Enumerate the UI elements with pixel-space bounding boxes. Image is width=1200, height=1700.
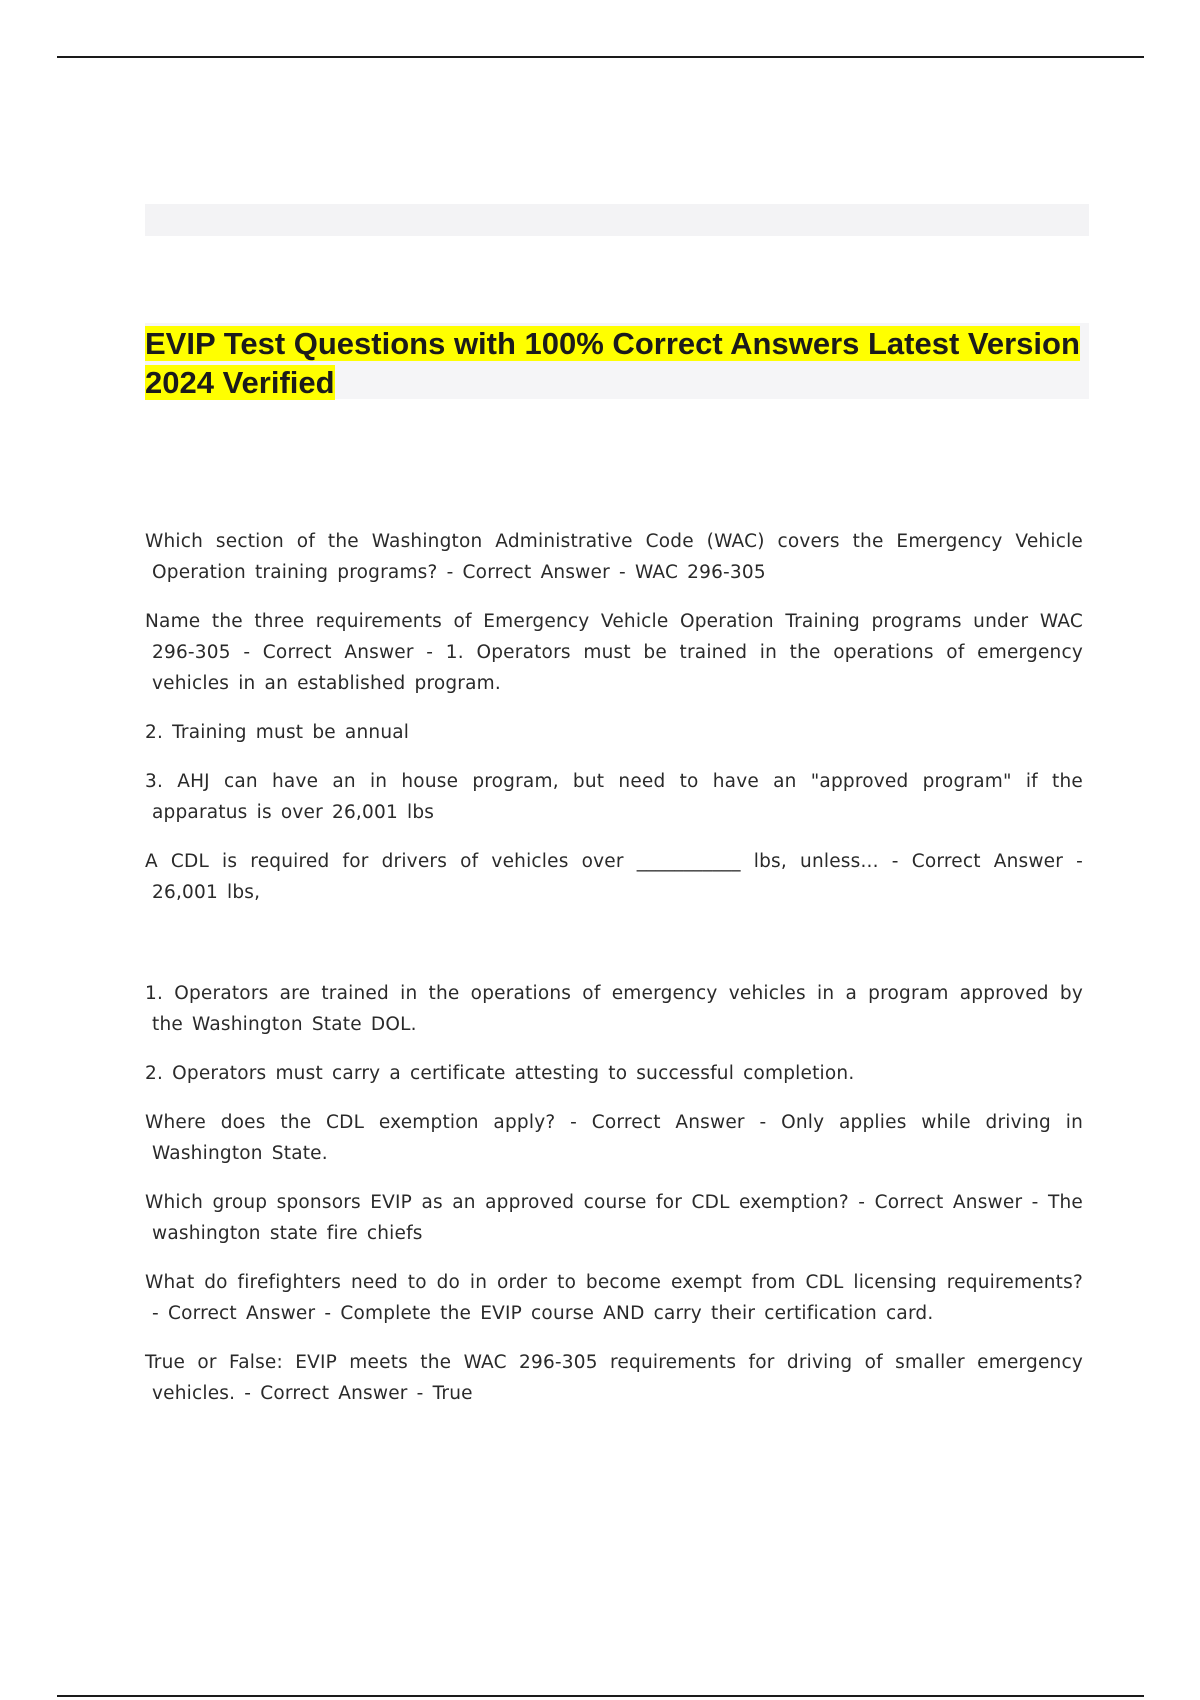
paragraph: Where does the CDL exemption apply? - Correct Answer - Only applies while driving in Washington State. — [145, 1112, 1083, 1164]
paragraph: 2. Operators must carry a certificate attesting to successful completion. — [145, 1063, 855, 1084]
paragraph: Which group sponsors EVIP as an approved course for CDL exemption? - Correct Answer - The washington state fire chiefs — [145, 1192, 1083, 1244]
top-rule — [57, 56, 1144, 58]
bottom-rule — [57, 1695, 1144, 1697]
document-title — [145, 323, 1089, 402]
title-highlight: EVIP Test Questions with 100% Correct Answers Latest Version 2024 Verified — [145, 326, 1080, 400]
paragraph: 2. Training must be annual — [145, 722, 410, 743]
title-block — [145, 323, 1089, 399]
paragraph: What do firefighters need to do in order to become exempt from CDL licensing requirements? - Correct Answer - Complete the EVIP course AND carry their certification card. — [145, 1272, 1083, 1324]
document-body — [145, 526, 1083, 1427]
paragraph: Which section of the Washington Administrative Code (WAC) covers the Emergency Vehicle Operation training programs? - Correct Answer - WAC 296-305 — [145, 531, 1083, 583]
paragraph: Name the three requirements of Emergency Vehicle Operation Training programs under WAC 296-305 - Correct Answer - 1. Operators must be trained in the operations of emergency vehicles in an established program. — [145, 611, 1083, 694]
paragraph: True or False: EVIP meets the WAC 296-305 requirements for driving of smaller emergency vehicles. - Correct Answer - True — [145, 1352, 1083, 1404]
header-band — [145, 204, 1089, 236]
paragraph: 3. AHJ can have an in house program, but need to have an "approved program" if the apparatus is over 26,001 lbs — [145, 771, 1083, 823]
paragraph: A CDL is required for drivers of vehicles over ___________ lbs, unless... - Correct Answer - 26,001 lbs, — [145, 851, 1083, 903]
paragraph: 1. Operators are trained in the operations of emergency vehicles in a program approved by the Washington State DOL. — [145, 983, 1083, 1035]
